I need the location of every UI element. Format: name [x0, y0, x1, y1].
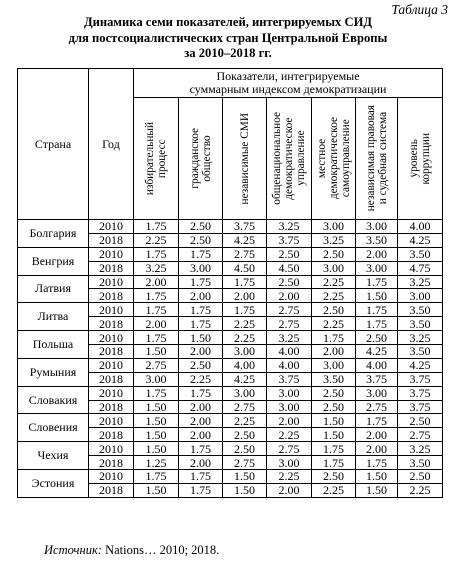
value-cell: 3.75	[267, 233, 312, 247]
header-group-line-2: суммарным индексом демократизации	[189, 82, 387, 96]
value-cell: 2.00	[179, 289, 223, 303]
value-cell: 3.75	[398, 400, 443, 414]
value-cell: 3.00	[356, 261, 398, 275]
table-row	[18, 247, 443, 261]
value-cell: 1.75	[134, 386, 179, 400]
value-cell: 2.50	[179, 233, 223, 247]
value-cell: 3.00	[134, 372, 179, 386]
year-cell: 2010	[89, 442, 134, 456]
value-cell: 1.50	[356, 289, 398, 303]
table-row	[18, 414, 443, 428]
value-cell: 4.50	[267, 261, 312, 275]
value-cell: 2.25	[223, 414, 267, 428]
country-cell: Чехия	[18, 442, 89, 470]
value-cell: 4.25	[223, 372, 267, 386]
value-cell: 2.50	[312, 400, 356, 414]
value-cell: 2.25	[179, 372, 223, 386]
year-cell: 2018	[89, 345, 134, 359]
value-cell: 1.75	[134, 303, 179, 317]
title-line-1: Динамика семи показателей, интегрируемых СИД	[83, 15, 373, 29]
value-cell: 1.75	[179, 303, 223, 317]
value-cell: 2.50	[312, 470, 356, 484]
value-cell: 2.50	[179, 358, 223, 372]
value-cell: 2.75	[267, 317, 312, 331]
value-cell: 3.50	[356, 233, 398, 247]
value-cell: 2.25	[398, 483, 443, 497]
value-cell: 3.75	[356, 372, 398, 386]
value-cell: 3.25	[134, 261, 179, 275]
header-indicator-civil-society	[179, 98, 223, 220]
value-cell: 1.75	[179, 470, 223, 484]
value-cell: 3.00	[223, 345, 267, 359]
value-cell: 3.25	[398, 331, 443, 345]
value-cell: 2.75	[223, 456, 267, 470]
value-cell: 1.50	[223, 470, 267, 484]
header-indicator-label: независимая правовая и судебная система	[364, 105, 389, 212]
header-indicator-label: независимые СМИ	[238, 112, 251, 205]
value-cell: 1.75	[179, 317, 223, 331]
value-cell: 1.75	[134, 289, 179, 303]
value-cell: 2.75	[398, 428, 443, 442]
value-cell: 2.50	[223, 428, 267, 442]
value-cell: 3.00	[267, 400, 312, 414]
value-cell: 2.50	[223, 442, 267, 456]
value-cell: 1.75	[179, 247, 223, 261]
value-cell: 1.25	[134, 456, 179, 470]
header-indicator-corruption	[398, 98, 443, 220]
header-group-line-1: Показатели, интегрируемые	[216, 69, 360, 83]
value-cell: 1.50	[134, 442, 179, 456]
value-cell: 2.50	[312, 386, 356, 400]
value-cell: 1.75	[134, 247, 179, 261]
value-cell: 2.00	[179, 345, 223, 359]
header-indicator-label: местное демократическое самоуправление	[315, 117, 352, 200]
header-year: Год	[89, 69, 134, 220]
value-cell: 1.75	[312, 442, 356, 456]
year-cell: 2018	[89, 483, 134, 497]
table-title	[20, 15, 436, 62]
value-cell: 2.00	[267, 414, 312, 428]
table-row	[18, 470, 443, 484]
year-cell: 2018	[89, 400, 134, 414]
value-cell: 3.00	[223, 386, 267, 400]
value-cell: 2.25	[312, 275, 356, 289]
table-number-label: Таблица 3	[391, 2, 448, 17]
value-cell: 3.00	[398, 289, 443, 303]
table-row	[18, 331, 443, 345]
value-cell: 1.50	[223, 483, 267, 497]
value-cell: 2.25	[312, 289, 356, 303]
value-cell: 2.50	[267, 247, 312, 261]
table-body	[18, 220, 443, 498]
value-cell: 4.00	[267, 358, 312, 372]
value-cell: 3.00	[267, 456, 312, 470]
country-cell: Болгария	[18, 220, 89, 248]
value-cell: 2.00	[179, 428, 223, 442]
header-indicator-local-governance	[312, 98, 356, 220]
value-cell: 2.25	[312, 483, 356, 497]
header-indicator-label: избирательный процесс	[144, 121, 168, 196]
value-cell: 3.00	[356, 386, 398, 400]
value-cell: 2.75	[267, 442, 312, 456]
value-cell: 1.50	[356, 470, 398, 484]
value-cell: 4.00	[356, 358, 398, 372]
value-cell: 1.50	[312, 414, 356, 428]
value-cell: 2.00	[312, 345, 356, 359]
value-cell: 2.00	[356, 442, 398, 456]
value-cell: 2.75	[223, 247, 267, 261]
value-cell: 3.75	[267, 372, 312, 386]
value-cell: 3.50	[398, 345, 443, 359]
year-cell: 2010	[89, 470, 134, 484]
value-cell: 3.00	[312, 358, 356, 372]
table-row	[18, 275, 443, 289]
value-cell: 1.50	[134, 345, 179, 359]
value-cell: 2.25	[134, 233, 179, 247]
value-cell: 1.75	[179, 483, 223, 497]
value-cell: 4.25	[223, 233, 267, 247]
value-cell: 2.50	[267, 275, 312, 289]
indicators-table	[17, 68, 443, 498]
year-cell: 2018	[89, 428, 134, 442]
value-cell: 1.75	[179, 442, 223, 456]
value-cell: 2.00	[179, 414, 223, 428]
year-cell: 2018	[89, 456, 134, 470]
year-cell: 2018	[89, 289, 134, 303]
table-row	[18, 358, 443, 372]
value-cell: 2.00	[267, 289, 312, 303]
value-cell: 2.00	[179, 400, 223, 414]
value-cell: 3.25	[267, 220, 312, 234]
value-cell: 1.75	[134, 470, 179, 484]
value-cell: 1.75	[356, 456, 398, 470]
value-cell: 2.50	[312, 303, 356, 317]
country-cell: Словения	[18, 414, 89, 442]
value-cell: 4.75	[398, 261, 443, 275]
title-line-2: для постсоциалистических стран Центральной Европы	[68, 30, 388, 45]
table-row	[18, 386, 443, 400]
value-cell: 2.75	[267, 303, 312, 317]
value-cell: 2.50	[398, 470, 443, 484]
year-cell: 2010	[89, 303, 134, 317]
value-cell: 3.75	[398, 372, 443, 386]
value-cell: 4.25	[356, 345, 398, 359]
value-cell: 2.25	[267, 428, 312, 442]
value-cell: 1.50	[134, 428, 179, 442]
table-row	[18, 303, 443, 317]
header-indicators-group	[134, 69, 443, 98]
value-cell: 2.50	[179, 220, 223, 234]
year-cell: 2018	[89, 317, 134, 331]
value-cell: 1.75	[312, 331, 356, 345]
value-cell: 3.00	[312, 261, 356, 275]
value-cell: 2.25	[312, 317, 356, 331]
value-cell: 2.50	[356, 331, 398, 345]
value-cell: 2.00	[356, 247, 398, 261]
value-cell: 1.50	[134, 400, 179, 414]
header-indicator-electoral	[134, 98, 179, 220]
value-cell: 1.75	[356, 275, 398, 289]
value-cell: 1.75	[134, 220, 179, 234]
value-cell: 1.50	[134, 483, 179, 497]
value-cell: 3.25	[267, 331, 312, 345]
header-indicator-national-governance	[267, 98, 312, 220]
value-cell: 2.00	[134, 275, 179, 289]
year-cell: 2010	[89, 358, 134, 372]
value-cell: 3.50	[398, 247, 443, 261]
header-indicator-label: общенациональное демократическое управление	[271, 112, 307, 205]
year-cell: 2010	[89, 331, 134, 345]
country-cell: Польша	[18, 331, 89, 359]
value-cell: 1.75	[356, 317, 398, 331]
value-cell: 3.25	[398, 442, 443, 456]
source-label: Источник:	[44, 543, 102, 557]
value-cell: 3.00	[179, 261, 223, 275]
country-cell: Словакия	[18, 386, 89, 414]
year-cell: 2010	[89, 247, 134, 261]
value-cell: 1.75	[223, 303, 267, 317]
value-cell: 1.75	[179, 386, 223, 400]
value-cell: 3.00	[312, 220, 356, 234]
value-cell: 2.00	[356, 428, 398, 442]
value-cell: 3.00	[267, 386, 312, 400]
value-cell: 3.50	[398, 317, 443, 331]
value-cell: 4.00	[223, 358, 267, 372]
header-indicator-judiciary	[356, 98, 398, 220]
value-cell: 4.25	[398, 358, 443, 372]
value-cell: 1.50	[179, 331, 223, 345]
value-cell: 1.50	[134, 414, 179, 428]
table-row	[18, 220, 443, 234]
value-cell: 1.75	[312, 456, 356, 470]
country-cell: Венгрия	[18, 247, 89, 275]
value-cell: 1.50	[356, 483, 398, 497]
title-line-3: за 2010–2018 гг.	[184, 46, 272, 60]
header-indicator-label: уровень коррупции	[408, 132, 433, 185]
value-cell: 2.25	[267, 470, 312, 484]
value-cell: 2.00	[267, 483, 312, 497]
table-row	[18, 442, 443, 456]
source-text: Nations… 2010; 2018.	[101, 543, 220, 557]
value-cell: 2.75	[356, 400, 398, 414]
year-cell: 2018	[89, 261, 134, 275]
value-cell: 2.25	[223, 317, 267, 331]
source-note	[44, 543, 219, 558]
country-cell: Латвия	[18, 275, 89, 303]
value-cell: 2.00	[134, 317, 179, 331]
value-cell: 3.50	[398, 303, 443, 317]
header-country: Страна	[18, 69, 89, 220]
country-cell: Литва	[18, 303, 89, 331]
value-cell: 3.50	[312, 372, 356, 386]
header-indicator-label: гражданское общество	[188, 128, 213, 189]
value-cell: 1.75	[356, 303, 398, 317]
value-cell: 3.75	[223, 220, 267, 234]
year-cell: 2010	[89, 414, 134, 428]
value-cell: 3.50	[398, 456, 443, 470]
value-cell: 2.50	[312, 247, 356, 261]
year-cell: 2010	[89, 386, 134, 400]
value-cell: 1.75	[134, 331, 179, 345]
value-cell: 2.00	[179, 456, 223, 470]
year-cell: 2018	[89, 233, 134, 247]
value-cell: 2.25	[223, 331, 267, 345]
country-cell: Румыния	[18, 358, 89, 386]
value-cell: 3.00	[356, 220, 398, 234]
value-cell: 2.00	[223, 289, 267, 303]
value-cell: 4.00	[267, 345, 312, 359]
year-cell: 2010	[89, 275, 134, 289]
value-cell: 4.25	[398, 233, 443, 247]
value-cell: 2.75	[134, 358, 179, 372]
value-cell: 1.75	[223, 275, 267, 289]
value-cell: 2.75	[223, 400, 267, 414]
value-cell: 4.00	[398, 220, 443, 234]
value-cell: 1.75	[356, 414, 398, 428]
year-cell: 2010	[89, 220, 134, 234]
country-cell: Эстония	[18, 470, 89, 498]
year-cell: 2018	[89, 372, 134, 386]
value-cell: 4.50	[223, 261, 267, 275]
value-cell: 3.75	[398, 386, 443, 400]
header-indicator-media	[223, 98, 267, 220]
value-cell: 1.50	[312, 428, 356, 442]
value-cell: 2.50	[398, 414, 443, 428]
value-cell: 3.25	[312, 233, 356, 247]
value-cell: 3.25	[398, 275, 443, 289]
value-cell: 1.75	[179, 275, 223, 289]
